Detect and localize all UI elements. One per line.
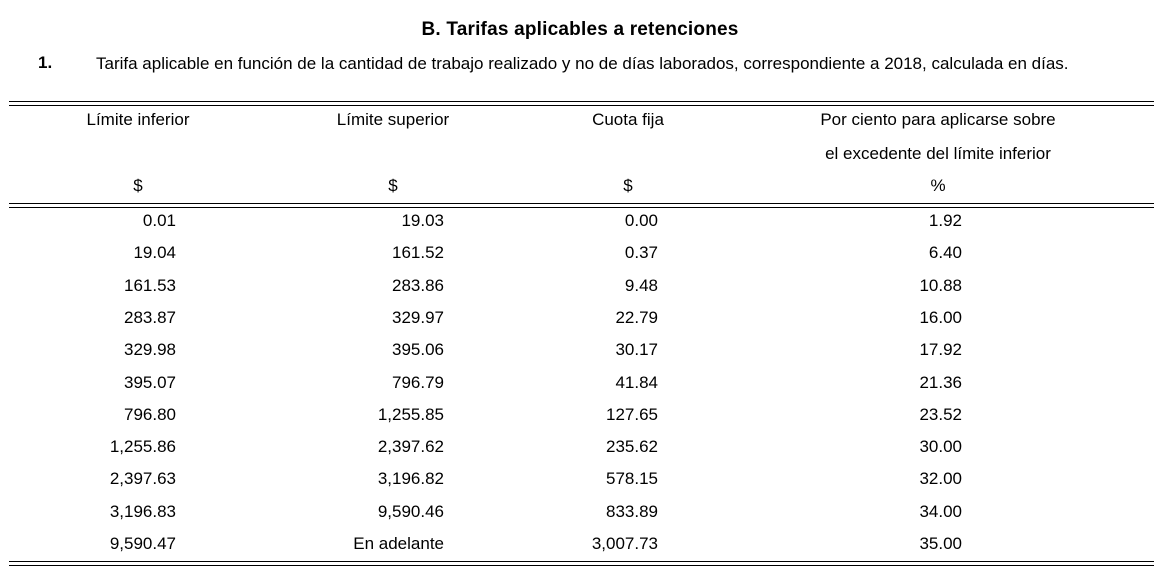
cell-cuota-fija: 578.15 [606, 469, 658, 489]
cell-limite-superior: 19.03 [401, 211, 444, 230]
cell-por-ciento: 32.00 [919, 469, 962, 489]
cell-limite-inferior: 395.07 [124, 372, 176, 392]
cell-por-ciento: 6.40 [928, 243, 962, 263]
cell-limite-superior: En adelante [353, 534, 444, 553]
cell-limite-superior: 283.86 [392, 275, 444, 295]
cell-limite-superior: 395.06 [392, 340, 444, 360]
cell-cuota-fija: 3,007.73 [591, 534, 658, 553]
cell-limite-superior: 2,397.62 [377, 437, 444, 457]
cell-cuota-fija: 30.17 [615, 340, 658, 360]
section-title: B. Tarifas aplicables a retenciones [421, 19, 739, 40]
cell-limite-inferior: 19.04 [133, 243, 176, 263]
cell-por-ciento: 23.52 [919, 404, 962, 424]
table-bottom-rule [9, 561, 1154, 562]
cell-limite-superior: 1,255.85 [377, 404, 444, 424]
cell-limite-inferior: 3,196.83 [109, 501, 176, 521]
cell-limite-inferior: 9,590.47 [109, 534, 176, 553]
cell-limite-superior: 329.97 [392, 307, 444, 327]
cell-por-ciento: 1.92 [928, 211, 962, 230]
header-cuota-fija: Cuota fija [592, 110, 664, 129]
item-number: 1. [38, 53, 53, 72]
cell-por-ciento: 16.00 [919, 307, 962, 327]
cell-por-ciento: 35.00 [919, 534, 962, 553]
header-por-ciento: Por ciento para aplicarse sobre [820, 110, 1056, 129]
cell-cuota-fija: 22.79 [615, 307, 658, 327]
cell-por-ciento: 10.88 [919, 275, 962, 295]
cell-cuota-fija: 0.37 [624, 243, 658, 263]
header-cuota-fija-unit: $ [623, 176, 633, 195]
cell-limite-inferior: 161.53 [124, 275, 176, 295]
cell-cuota-fija: 41.84 [615, 372, 658, 392]
table-bottom-rule [9, 565, 1154, 566]
cell-limite-superior: 3,196.82 [377, 469, 444, 489]
cell-limite-inferior: 283.87 [124, 307, 176, 327]
cell-por-ciento: 17.92 [919, 340, 962, 360]
header-limite-inferior-unit: $ [133, 176, 143, 195]
item-description: Tarifa aplicable en función de la cantidad de trabajo realizado y no de días laborados, correspondiente a 2018, calculada en días. [96, 54, 1069, 73]
table-top-rule [9, 101, 1154, 102]
cell-cuota-fija: 833.89 [606, 501, 658, 521]
cell-limite-superior: 9,590.46 [377, 501, 444, 521]
header-limite-inferior: Límite inferior [86, 110, 190, 129]
table-top-rule [9, 105, 1154, 106]
cell-cuota-fija: 235.62 [606, 437, 658, 457]
cell-limite-inferior: 796.80 [124, 404, 176, 424]
cell-por-ciento: 34.00 [919, 501, 962, 521]
header-rule [9, 203, 1154, 204]
cell-cuota-fija: 9.48 [624, 275, 658, 295]
header-por-ciento-unit: % [930, 176, 946, 195]
cell-limite-inferior: 1,255.86 [109, 437, 176, 457]
cell-limite-inferior: 2,397.63 [109, 469, 176, 489]
header-limite-superior-unit: $ [388, 176, 398, 195]
cell-por-ciento: 21.36 [919, 372, 962, 392]
header-rule [9, 207, 1154, 208]
cell-limite-superior: 796.79 [392, 372, 444, 392]
header-por-ciento-line2: el excedente del límite inferior [825, 144, 1051, 163]
header-limite-superior: Límite superior [336, 110, 450, 129]
cell-limite-inferior: 329.98 [124, 340, 176, 360]
cell-cuota-fija: 0.00 [624, 211, 658, 230]
cell-limite-superior: 161.52 [392, 243, 444, 263]
cell-limite-inferior: 0.01 [142, 211, 176, 230]
cell-cuota-fija: 127.65 [606, 404, 658, 424]
cell-por-ciento: 30.00 [919, 437, 962, 457]
